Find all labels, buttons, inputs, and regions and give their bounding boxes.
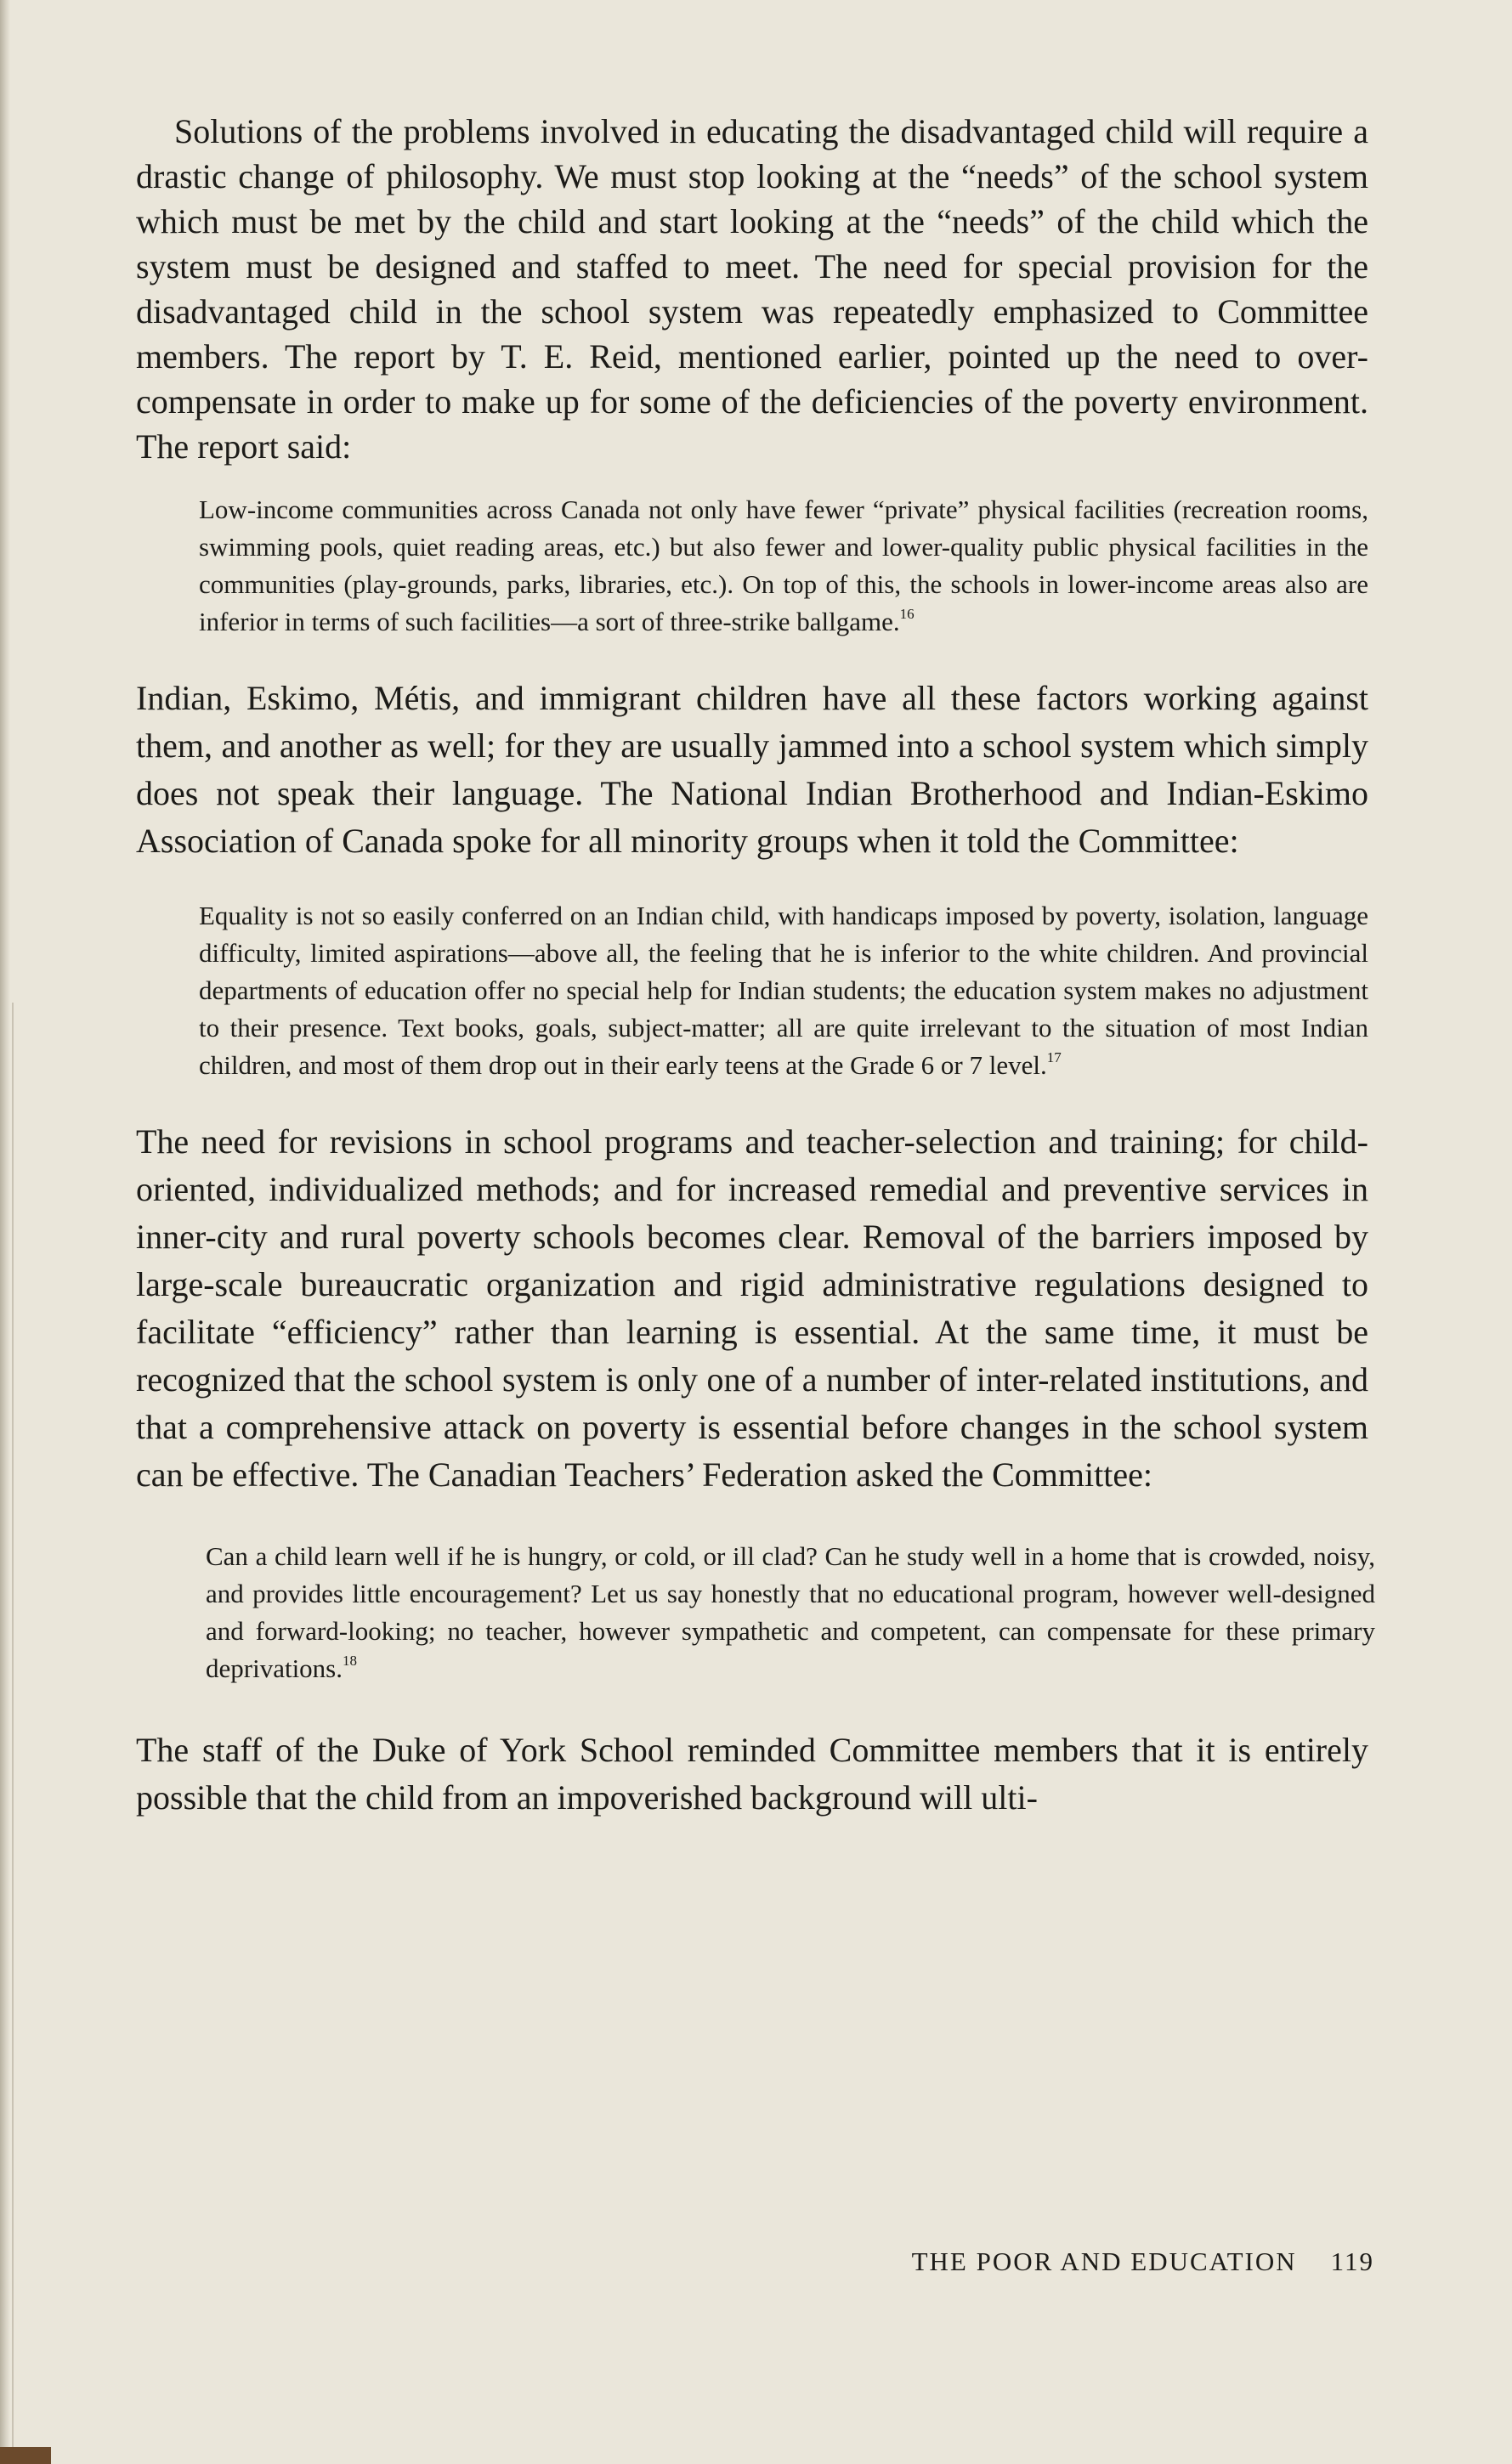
body-paragraph: Indian, Eskimo, Métis, and immigrant children have all these factors working against them, and another as well; for they are usually jammed into a school system which simply does not speak their language. The National Indian Brotherhood and Indian-Eskimo Association of Canada spoke for all minority groups when it told the Committee: [136, 679, 1368, 860]
footnote-marker: 16 [899, 606, 915, 622]
footnote-marker: 17 [1046, 1049, 1062, 1065]
block-quote [136, 1538, 1375, 1687]
page-binding-edge [0, 0, 10, 2464]
body-paragraph: The staff of the Duke of York School reminded Committee members that it is entirely possible that the child from an impoverished background will ulti- [136, 1731, 1368, 1817]
page-crease [12, 1003, 14, 2464]
body-paragraph: Solutions of the problems involved in educating the disadvantaged child will require a drastic change of philosophy. We must stop looking at the “needs” of the school system which must be met by the child and start looking at the “needs” of the child which the system must be designed and staffed to meet. The need for special provision for the disadvantaged child in the school system was repeatedly emphasized to Committee members. The report by T. E. Reid, mentioned earlier, pointed up the need to over-compensate in order to make up for some of the deficiencies of the poverty environment. The report said: [136, 112, 1368, 466]
page-footer [912, 2246, 1374, 2277]
running-head: THE POOR AND EDUCATION [911, 2246, 1297, 2276]
quote-text: Low-income communities across Canada not only have fewer “private” physical facilities (recreation rooms, swimming pools, quiet reading areas, etc.) but also fewer and lower-quality public physical facilities in the communities (play-grounds, parks, libraries, etc.). On top of this, the schools in lower-income areas also are inferior in terms of such facilities—a sort of three-strike ballgame. [199, 494, 1368, 636]
text-column [136, 109, 1375, 1822]
quote-text: Can a child learn well if he is hungry, or cold, or ill clad? Can he study well in a home that is crowded, noisy, and provides little encouragement? Let us say honestly that no educational program, however well-designed and forward-looking; no teacher, however sympathetic and competent, can compensate for these primary deprivations. [206, 1541, 1375, 1683]
page-number: 119 [1330, 2246, 1374, 2276]
block-quote [136, 897, 1368, 1084]
page-corner-strip [0, 2447, 51, 2464]
block-quote [136, 491, 1368, 641]
footnote-marker: 18 [343, 1653, 357, 1669]
quote-text: Equality is not so easily conferred on an Indian child, with handicaps imposed by poverty, isolation, language difficulty, limited aspirations—above all, the feeling that he is inferior to the white children. And provincial departments of education offer no special help for Indian students; the education system makes no adjustment to their presence. Text books, goals, subject-matter; all are quite irrelevant to the situation of most Indian children, and most of them drop out in their early teens at the Grade 6 or 7 level. [199, 901, 1368, 1080]
body-paragraph: The need for revisions in school programs and teacher-selection and training; for child-oriented, individualized methods; and for increased remedial and preventive services in inner-city and rural poverty schools becomes clear. Removal of the barriers imposed by large-scale bureaucratic organization and rigid administrative regulations designed to facilitate “efficiency” rather than learning is essential. At the same time, it must be recognized that the school system is only one of a number of inter-related institutions, and that a comprehensive attack on poverty is essential before changes in the school system can be effective. The Canadian Teachers’ Federation asked the Committee: [136, 1122, 1368, 1494]
